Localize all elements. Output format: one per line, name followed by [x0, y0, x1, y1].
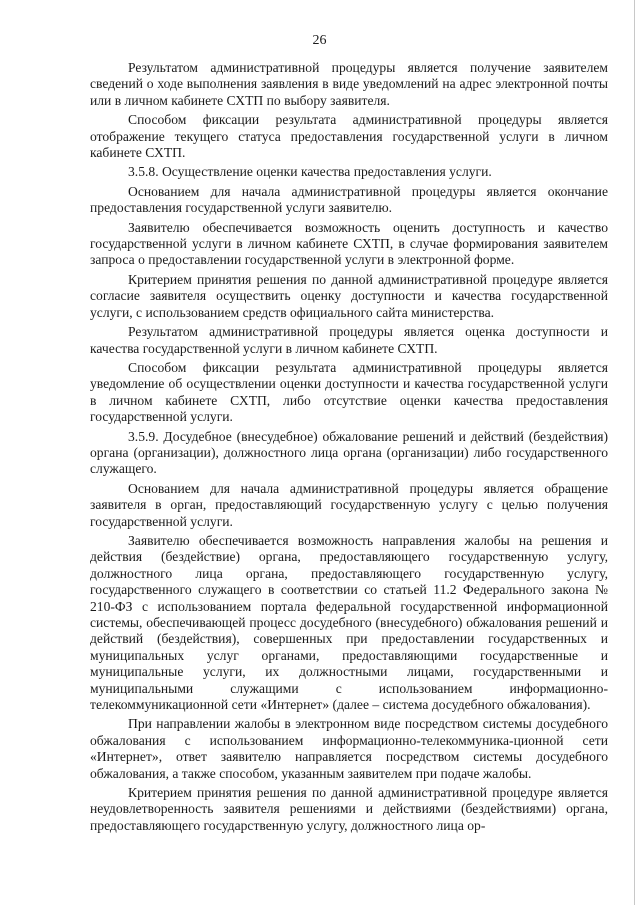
paragraph: Критерием принятия решения по данной административной процедуре является согласие заявителя осуществить оценку доступности и качества государственной услуги, с использованием средств официального сайта министерства.	[90, 271, 608, 320]
document-body	[90, 60, 608, 837]
paragraph: Результатом административной процедуры является получение заявителем сведений о ходе выполнения заявления в виде уведомлений на адрес электронной почты или в личном кабинете СХТП по выбору заявителя.	[90, 60, 608, 108]
paragraph: При направлении жалобы в электронном виде посредством системы досудебного обжалования с использованием информационно-телекоммуника-ционной сети «Интернет», ответ заявителю направляется посредством системы досудебного обжалования, а также способом, указанным заявителем при подаче жалобы.	[90, 716, 608, 781]
paragraph: Заявителю обеспечивается возможность оценить доступность и качество государственной услуги в личном кабинете СХТП, в случае формирования заявителем запроса о предоставлении государственной услуги в электронной форме.	[90, 219, 608, 268]
paragraph: Заявителю обеспечивается возможность направления жалобы на решения и действия (бездействие) органа, предоставляющего государственную услугу, должностного лица органа, предоставляющего государственную услугу, государственного служащего в соответствии со статьей 11.2 Федерального закона № 210-ФЗ с использованием портала федеральной государственной информационной системы, обеспечивающей процесс досудебного (внесудебного) обжалования решений и действий (бездействия), совершенных при предоставлении государственных и муниципальных услуг органами, предоставляющими государственные и муниципальные услуги, их должностными лицами, государственными и муниципальными служащими с использованием информационно-телекоммуникационной сети «Интернет» (далее – система досудебного обжалования).	[90, 532, 608, 713]
paragraph: Основанием для начала административной процедуры является обращение заявителя в орган, предоставляющий государственную услугу с целью получения государственной услуги.	[90, 480, 608, 529]
paragraph: Критерием принятия решения по данной административной процедуре является неудовлетворенность заявителя решениями и действиями (бездействиями) органа, предоставляющего государственную услугу, должностного лица ор-	[90, 785, 608, 833]
paragraph: Основанием для начала административной процедуры является окончание предоставления государственной услуги заявителю.	[90, 183, 608, 216]
scan-edge-line	[634, 0, 635, 905]
paragraph: Результатом административной процедуры является оценка доступности и качества государственной услуги в личном кабинете СХТП.	[90, 324, 608, 356]
page-number: 26	[312, 33, 327, 48]
section-heading: 3.5.9. Досудебное (внесудебное) обжалование решений и действий (бездействия) органа (организации), должностного лица органа (организации) либо государственного служащего.	[90, 428, 608, 477]
paragraph: Способом фиксации результата административной процедуры является отображение текущего статуса предоставления государственной услуги в личном кабинете СХТП.	[90, 112, 608, 161]
section-heading: 3.5.8. Осуществление оценки качества предоставления услуги.	[128, 164, 492, 180]
paragraph: Способом фиксации результата административной процедуры является уведомление об осуществлении оценки доступности и качества государственной услуги в личном кабинете СХТП, либо отсутствие оценки качества предоставления государственной услуги.	[90, 359, 608, 425]
